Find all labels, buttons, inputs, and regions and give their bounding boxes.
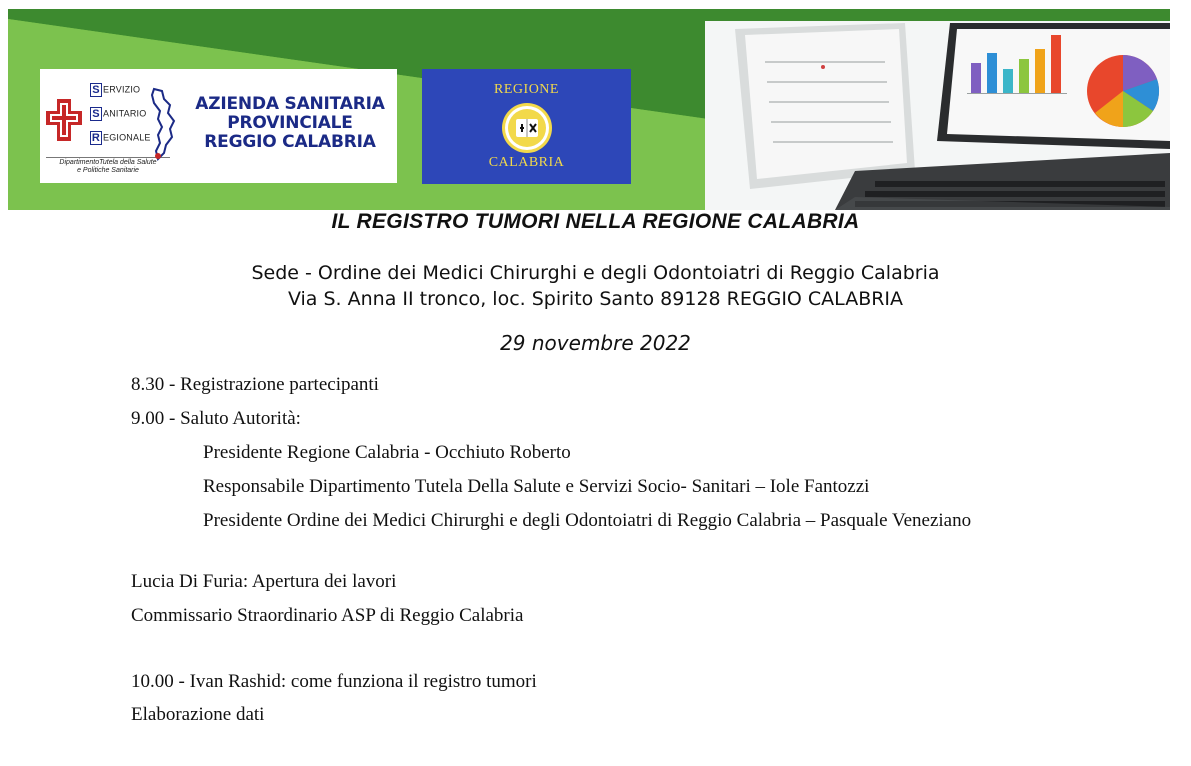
calabria-map-icon <box>148 87 178 161</box>
document-title: IL REGISTRO TUMORI NELLA REGIONE CALABRIA <box>331 210 860 233</box>
venue-line-1: Sede - Ordine dei Medici Chirurghi e degli Odontoiatri di Reggio Calabria <box>251 262 940 284</box>
venue-line-2: Via S. Anna II tronco, loc. Spirito Santo 89128 REGGIO CALABRIA <box>287 288 904 310</box>
ssr-line-3: R EGIONALE <box>91 132 151 144</box>
regione-calabria-logo <box>422 69 631 184</box>
program-autorita-1: Presidente Regione Calabria - Occhiuto Roberto <box>203 442 571 463</box>
program-commissario: Commissario Straordinario ASP di Reggio Calabria <box>131 605 524 626</box>
program-rashid: 10.00 - Ivan Rashid: come funziona il registro tumori <box>131 671 537 692</box>
event-date: 29 novembre 2022 <box>500 331 691 355</box>
regione-label: REGIONE <box>494 82 559 97</box>
asp-logo <box>40 69 397 183</box>
ssr-line-1: S ERVIZIO <box>90 83 140 97</box>
laptop-photo <box>705 21 1170 210</box>
ssr-line-2: S ANITARIO <box>90 107 146 121</box>
calabria-label: CALABRIA <box>488 155 565 170</box>
ssr-dipartimento: DipartimentoTutela della Salute e Politiche Sanitarie <box>46 157 170 175</box>
venue <box>0 260 1191 312</box>
asp-name: AZIENDA SANITARIA PROVINCIALE REGGIO CALABRIA <box>195 94 385 152</box>
program-registrazione: 8.30 - Registrazione partecipanti <box>131 374 379 395</box>
laptop-illustration <box>705 21 1170 210</box>
program-apertura: Lucia Di Furia: Apertura dei lavori <box>131 571 397 592</box>
program-saluto: 9.00 - Saluto Autorità: <box>131 408 301 429</box>
header-banner <box>8 9 1170 210</box>
program-autorita-3: Presidente Ordine dei Medici Chirurghi e degli Odontoiatri di Reggio Calabria – Pasquale Veneziano <box>203 510 972 531</box>
program-autorita-2: Responsabile Dipartimento Tutela Della Salute e Servizi Socio- Sanitari – Iole Fantozzi <box>203 476 870 497</box>
program-elaborazione: Elaborazione dati <box>131 704 265 725</box>
regione-emblem-icon <box>492 101 562 155</box>
red-cross-icon <box>44 95 84 145</box>
